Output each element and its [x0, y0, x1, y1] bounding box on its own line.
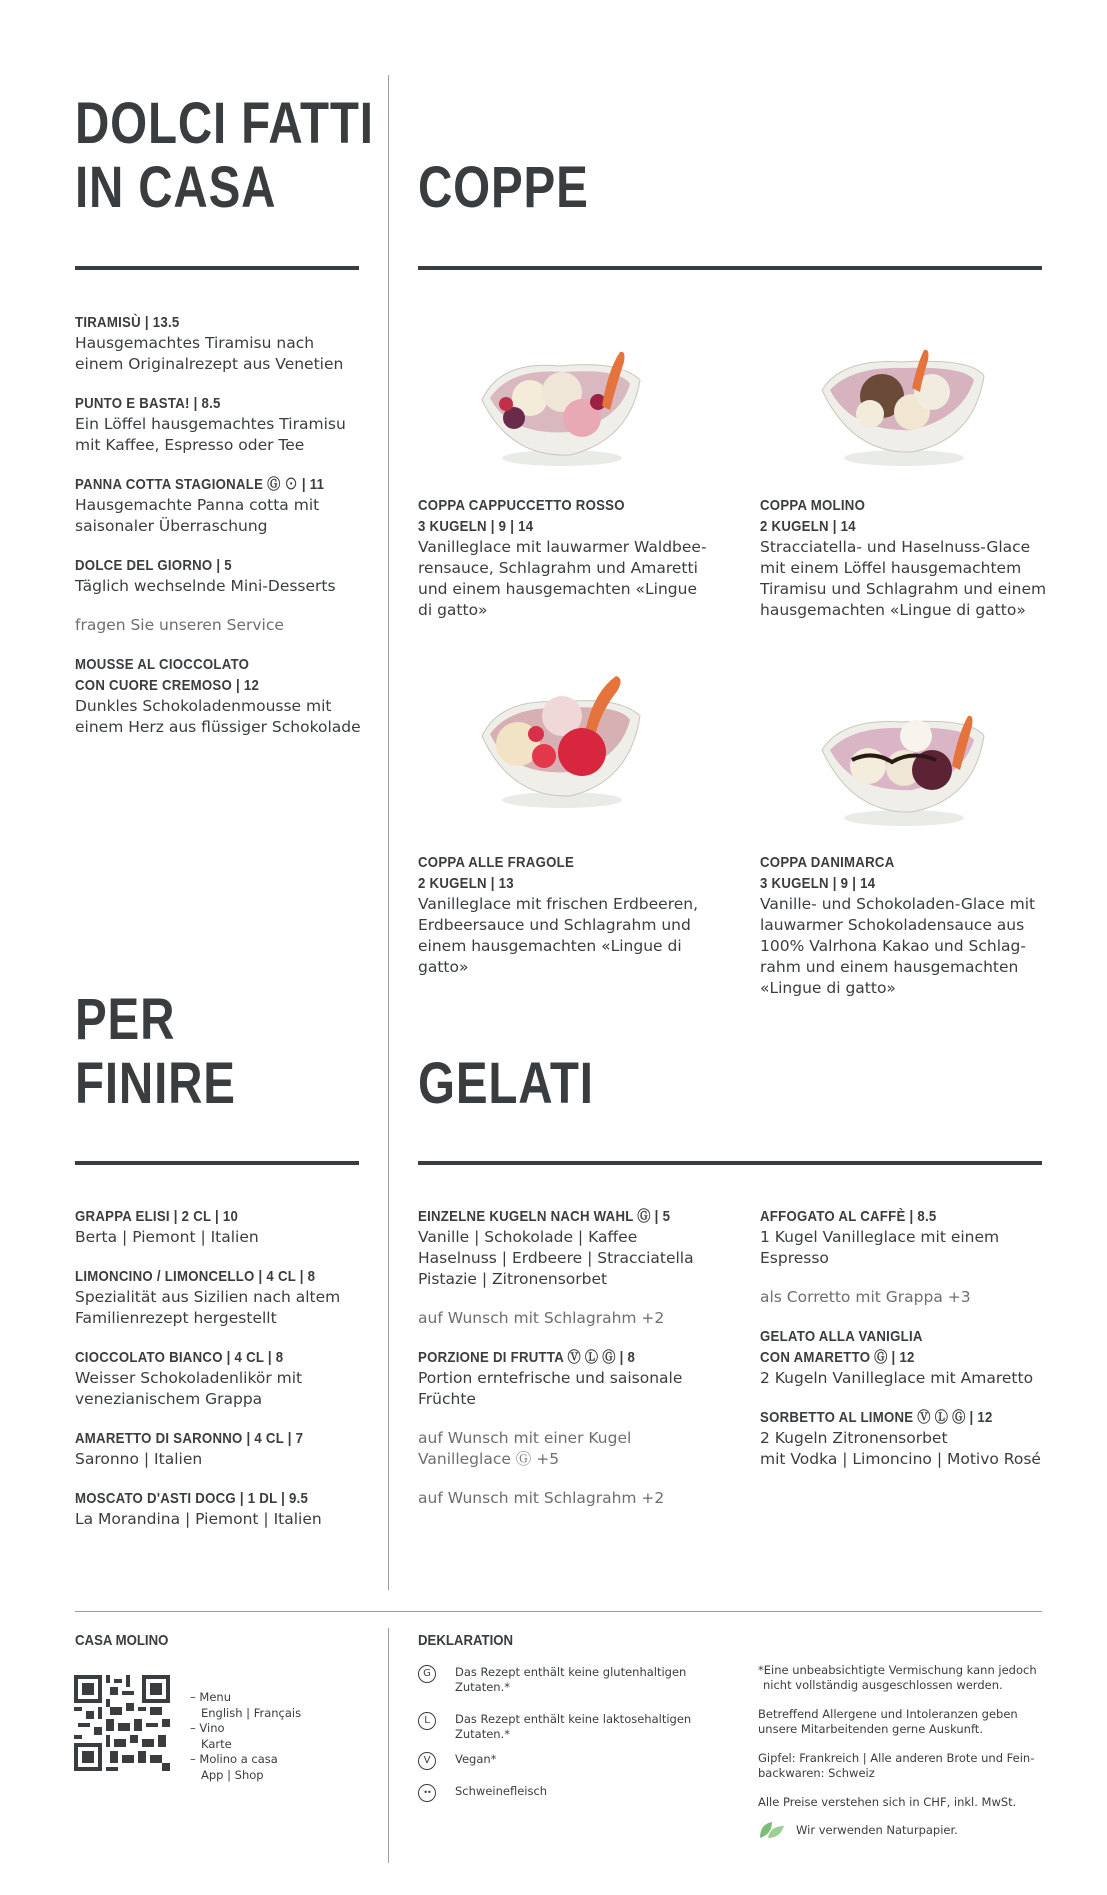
coppa-danimarca: COPPA DANIMARCA 3 KUGELN | 9 | 14 Vanille- und Schokoladen-Glace mit lauwarmer Schokoladensauce aus 100% Valrhona Kakao und Schlag- rahm und einem hausgemachten «Lingue di gatto»	[760, 854, 1036, 997]
coppe-heading: COPPE	[418, 155, 589, 220]
list-item: MOUSSE AL CIOCCOLATO CON CUORE CREMOSO | 12 Dunkles Schokoladenmousse mit einem Herz aus flüssiger Schokolade	[75, 656, 361, 736]
link-molino-a-casa[interactable]: – Molino a casa	[190, 1752, 278, 1766]
decl-pork: •• Schweinefleisch	[418, 1784, 718, 1802]
list-item: SORBETTO AL LIMONE Ⓥ Ⓛ Ⓖ | 12 2 Kugeln Zitronensorbet mit Vodka | Limoncino | Motivo Rosé	[760, 1409, 1041, 1468]
vegan-icon: V	[418, 1752, 436, 1770]
decl-vegan: V Vegan*	[418, 1752, 718, 1770]
coppa-cappuccetto-image	[470, 340, 650, 475]
finire-rule	[75, 1161, 359, 1165]
list-item: CIOCCOLATO BIANCO | 4 CL | 8 Weisser Schokoladenlikör mit venezianischem Grappa	[75, 1349, 303, 1408]
list-item: PANNA COTTA STAGIONALE Ⓖ ⊙ | 11 Hausgemachte Panna cotta mit saisonaler Überraschung	[75, 476, 325, 535]
list-item: PUNTO E BASTA! | 8.5 Ein Löffel hausgemachtes Tiramisu mit Kaffee, Espresso oder Tee	[75, 395, 346, 454]
dolci-heading: DOLCI FATTI IN CASA	[75, 91, 374, 220]
link-menu-languages[interactable]: English | Français	[201, 1705, 302, 1720]
dolci-rule	[75, 266, 359, 270]
footer-divider	[75, 1611, 1042, 1612]
link-vino[interactable]: – Vino	[190, 1721, 225, 1735]
decl-gluten: G Das Rezept enthält keine glutenhaltigen Zutaten.*	[418, 1665, 718, 1695]
link-vino-karte[interactable]: Karte	[201, 1736, 232, 1751]
pork-icon: ••	[418, 1784, 436, 1802]
coppa-molino-image	[812, 340, 992, 475]
decl-lactose: L Das Rezept enthält keine laktosehaltigen Zutaten.*	[418, 1712, 718, 1742]
finire-heading: PER FINIRE	[75, 987, 236, 1116]
list-item: AFFOGATO AL CAFFÈ | 8.5 1 Kugel Vanilleglace mit einem Espresso	[760, 1208, 1000, 1267]
coppe-rule	[418, 266, 1042, 270]
footer-links	[190, 1690, 360, 1783]
link-menu[interactable]: – Menu	[190, 1690, 231, 1704]
list-item: GRAPPA ELISI | 2 CL | 10 Berta | Piemont | Italien	[75, 1208, 259, 1246]
list-item: GELATO ALLA VANIGLIA CON AMARETTO Ⓖ | 12 2 Kugeln Vanilleglace mit Amaretto	[760, 1328, 1034, 1387]
gelati-heading: GELATI	[418, 1051, 594, 1116]
list-item: DOLCE DEL GIORNO | 5 Täglich wechselnde Mini-Desserts	[75, 557, 336, 595]
gelati-rule	[418, 1161, 1042, 1165]
list-item: TIRAMISÙ | 13.5 Hausgemachtes Tiramisu nach einem Originalrezept aus Venetien	[75, 314, 344, 373]
list-item: PORZIONE DI FRUTTA Ⓥ Ⓛ Ⓖ | 8 Portion erntefrische und saisonale Früchte	[418, 1349, 683, 1408]
list-item: MOSCATO D'ASTI DOCG | 1 DL | 9.5 La Morandina | Piemont | Italien	[75, 1490, 322, 1528]
link-app-shop[interactable]: App | Shop	[201, 1767, 264, 1782]
list-item: LIMONCINO / LIMONCELLO | 4 CL | 8 Spezialität aus Sizilien nach altem Familienrezept hergestellt	[75, 1268, 341, 1327]
coppa-molino: COPPA MOLINO 2 KUGELN | 14 Stracciatella- und Haselnuss-Glace mit einem Löffel hausgemachtem Tiramisu und Schlagrahm und einem hausgemachten «Lingue di gatto»	[760, 497, 1047, 619]
decl-title: DEKLARATION	[418, 1632, 514, 1649]
footer-notes: *Eine unbeabsichtigte Vermischung kann jedoch nicht vollständig ausgeschlossen werden. Betreffend Allergene und Intoleranzen geben unsere Mitarbeitenden gerne Auskunft. Gipfel: Frankreich | Alle anderen Brote und Fein- backwaren: Schweiz Alle Preise verstehen sich in CHF, inkl. MwSt. Wir verwenden Naturpapier.	[758, 1663, 1058, 1840]
footer-brand: CASA MOLINO	[75, 1632, 169, 1649]
coppa-fragole: COPPA ALLE FRAGOLE 2 KUGELN | 13 Vanilleglace mit frischen Erdbeeren, Erdbeersauce und Schlagrahm und einem hausgemachten «Lingue di gatto»	[418, 854, 699, 976]
qr-code-icon[interactable]	[74, 1675, 170, 1771]
list-item: EINZELNE KUGELN NACH WAHL Ⓖ | 5 Vanille | Schokolade | Kaffee Haselnuss | Erdbeere | Stracciatella Pistazie | Zitronensorbet	[418, 1208, 694, 1288]
coppa-cappuccetto: COPPA CAPPUCCETTO ROSSO 3 KUGELN | 9 | 14 Vanilleglace mit lauwarmer Waldbee- rensauce, Schlagrahm und Amaretti und einem hausgemachten «Lingue di gatto»	[418, 497, 707, 619]
finire-list	[75, 1206, 375, 1548]
coppa-danimarca-image	[812, 700, 992, 835]
coppa-fragole-image	[470, 672, 650, 817]
gluten-free-icon: G	[418, 1665, 436, 1683]
column-divider-top	[388, 75, 389, 1590]
dolci-list	[75, 312, 375, 756]
gelati-left: EINZELNE KUGELN NACH WAHL Ⓖ | 5 Vanille | Schokolade | Kaffee Haselnuss | Erdbeere | Stracciatella Pistazie | Zitronensorbet auf Wunsch mit Schlagrahm +2 PORZIONE DI FRUTTA Ⓥ Ⓛ Ⓖ | 8 Portion erntefrische und saisonale Früchte auf Wunsch mit einer Kugel Vanilleglace Ⓖ +5 auf Wunsch mit Schlagrahm +2	[418, 1206, 728, 1527]
service-note: fragen Sie unseren Service	[75, 616, 284, 634]
list-item: AMARETTO DI SARONNO | 4 CL | 7 Saronno | Italien	[75, 1430, 304, 1468]
gelati-right: AFFOGATO AL CAFFÈ | 8.5 1 Kugel Vanilleglace mit einem Espresso als Corretto mit Grappa +3 GELATO ALLA VANIGLIA CON AMARETTO Ⓖ | 12 2 Kugeln Vanilleglace mit Amaretto SORBETTO AL LIMONE Ⓥ Ⓛ Ⓖ | 12 2 Kugeln Zitronensorbet mit Vodka | Limoncino | Motivo Rosé	[760, 1206, 1070, 1488]
footer-column-divider	[388, 1628, 389, 1863]
leaf-icon	[758, 1820, 786, 1840]
lactose-free-icon: L	[418, 1712, 436, 1730]
